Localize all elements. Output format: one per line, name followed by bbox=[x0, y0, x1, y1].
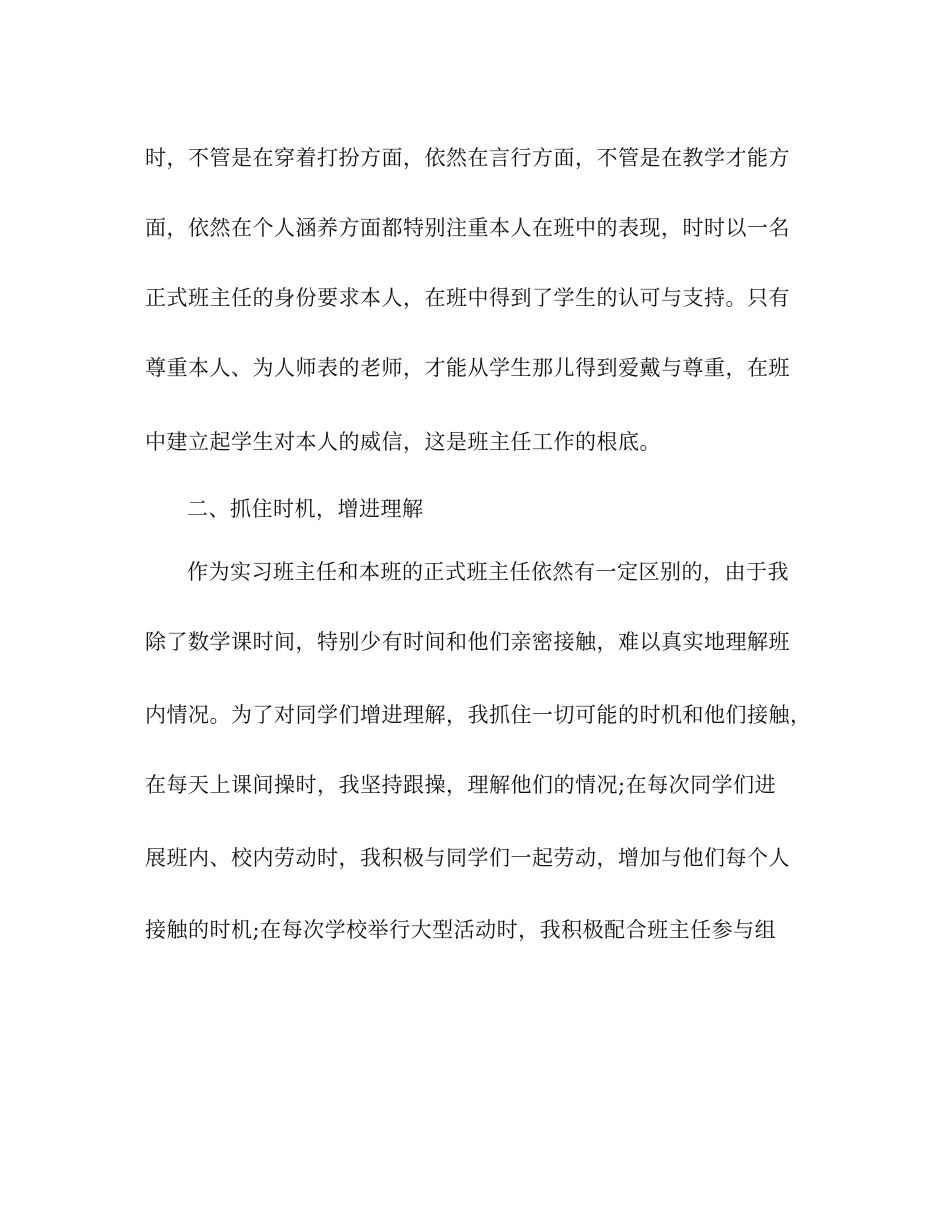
section-heading: 二、抓住时机，增进理解 bbox=[187, 497, 424, 521]
body-text-line: 时，不管是在穿着打扮方面，依然在言行方面，不管是在教学才能方 bbox=[145, 146, 790, 170]
body-text-line: 中建立起学生对本人的威信，这是班主任工作的根底。 bbox=[145, 430, 661, 454]
body-text-line: 在每天上课间操时，我坚持跟操，理解他们的情况;在每次同学们进 bbox=[145, 773, 777, 797]
body-text-line: 除了数学课时间，特别少有时间和他们亲密接触，难以真实地理解班 bbox=[145, 630, 790, 654]
body-text-line: 面，依然在个人涵养方面都特别注重本人在班中的表现，时时以一名 bbox=[145, 216, 790, 240]
body-text-line: 展班内、校内劳动时，我积极与同学们一起劳动，增加与他们每个人 bbox=[145, 846, 790, 870]
body-text-line: 尊重本人、为人师表的老师，才能从学生那儿得到爱戴与尊重，在班 bbox=[145, 356, 790, 380]
paragraph-first-line: 作为实习班主任和本班的正式班主任依然有一定区别的，由于我 bbox=[187, 560, 789, 584]
body-text-line: 内情况。为了对同学们增进理解，我抓住一切可能的时机和他们接触， bbox=[145, 703, 812, 727]
body-text-line: 正式班主任的身份要求本人，在班中得到了学生的认可与支持。只有 bbox=[145, 286, 790, 310]
body-text-line: 接触的时机;在每次学校举行大型活动时，我积极配合班主任参与组 bbox=[145, 918, 777, 942]
